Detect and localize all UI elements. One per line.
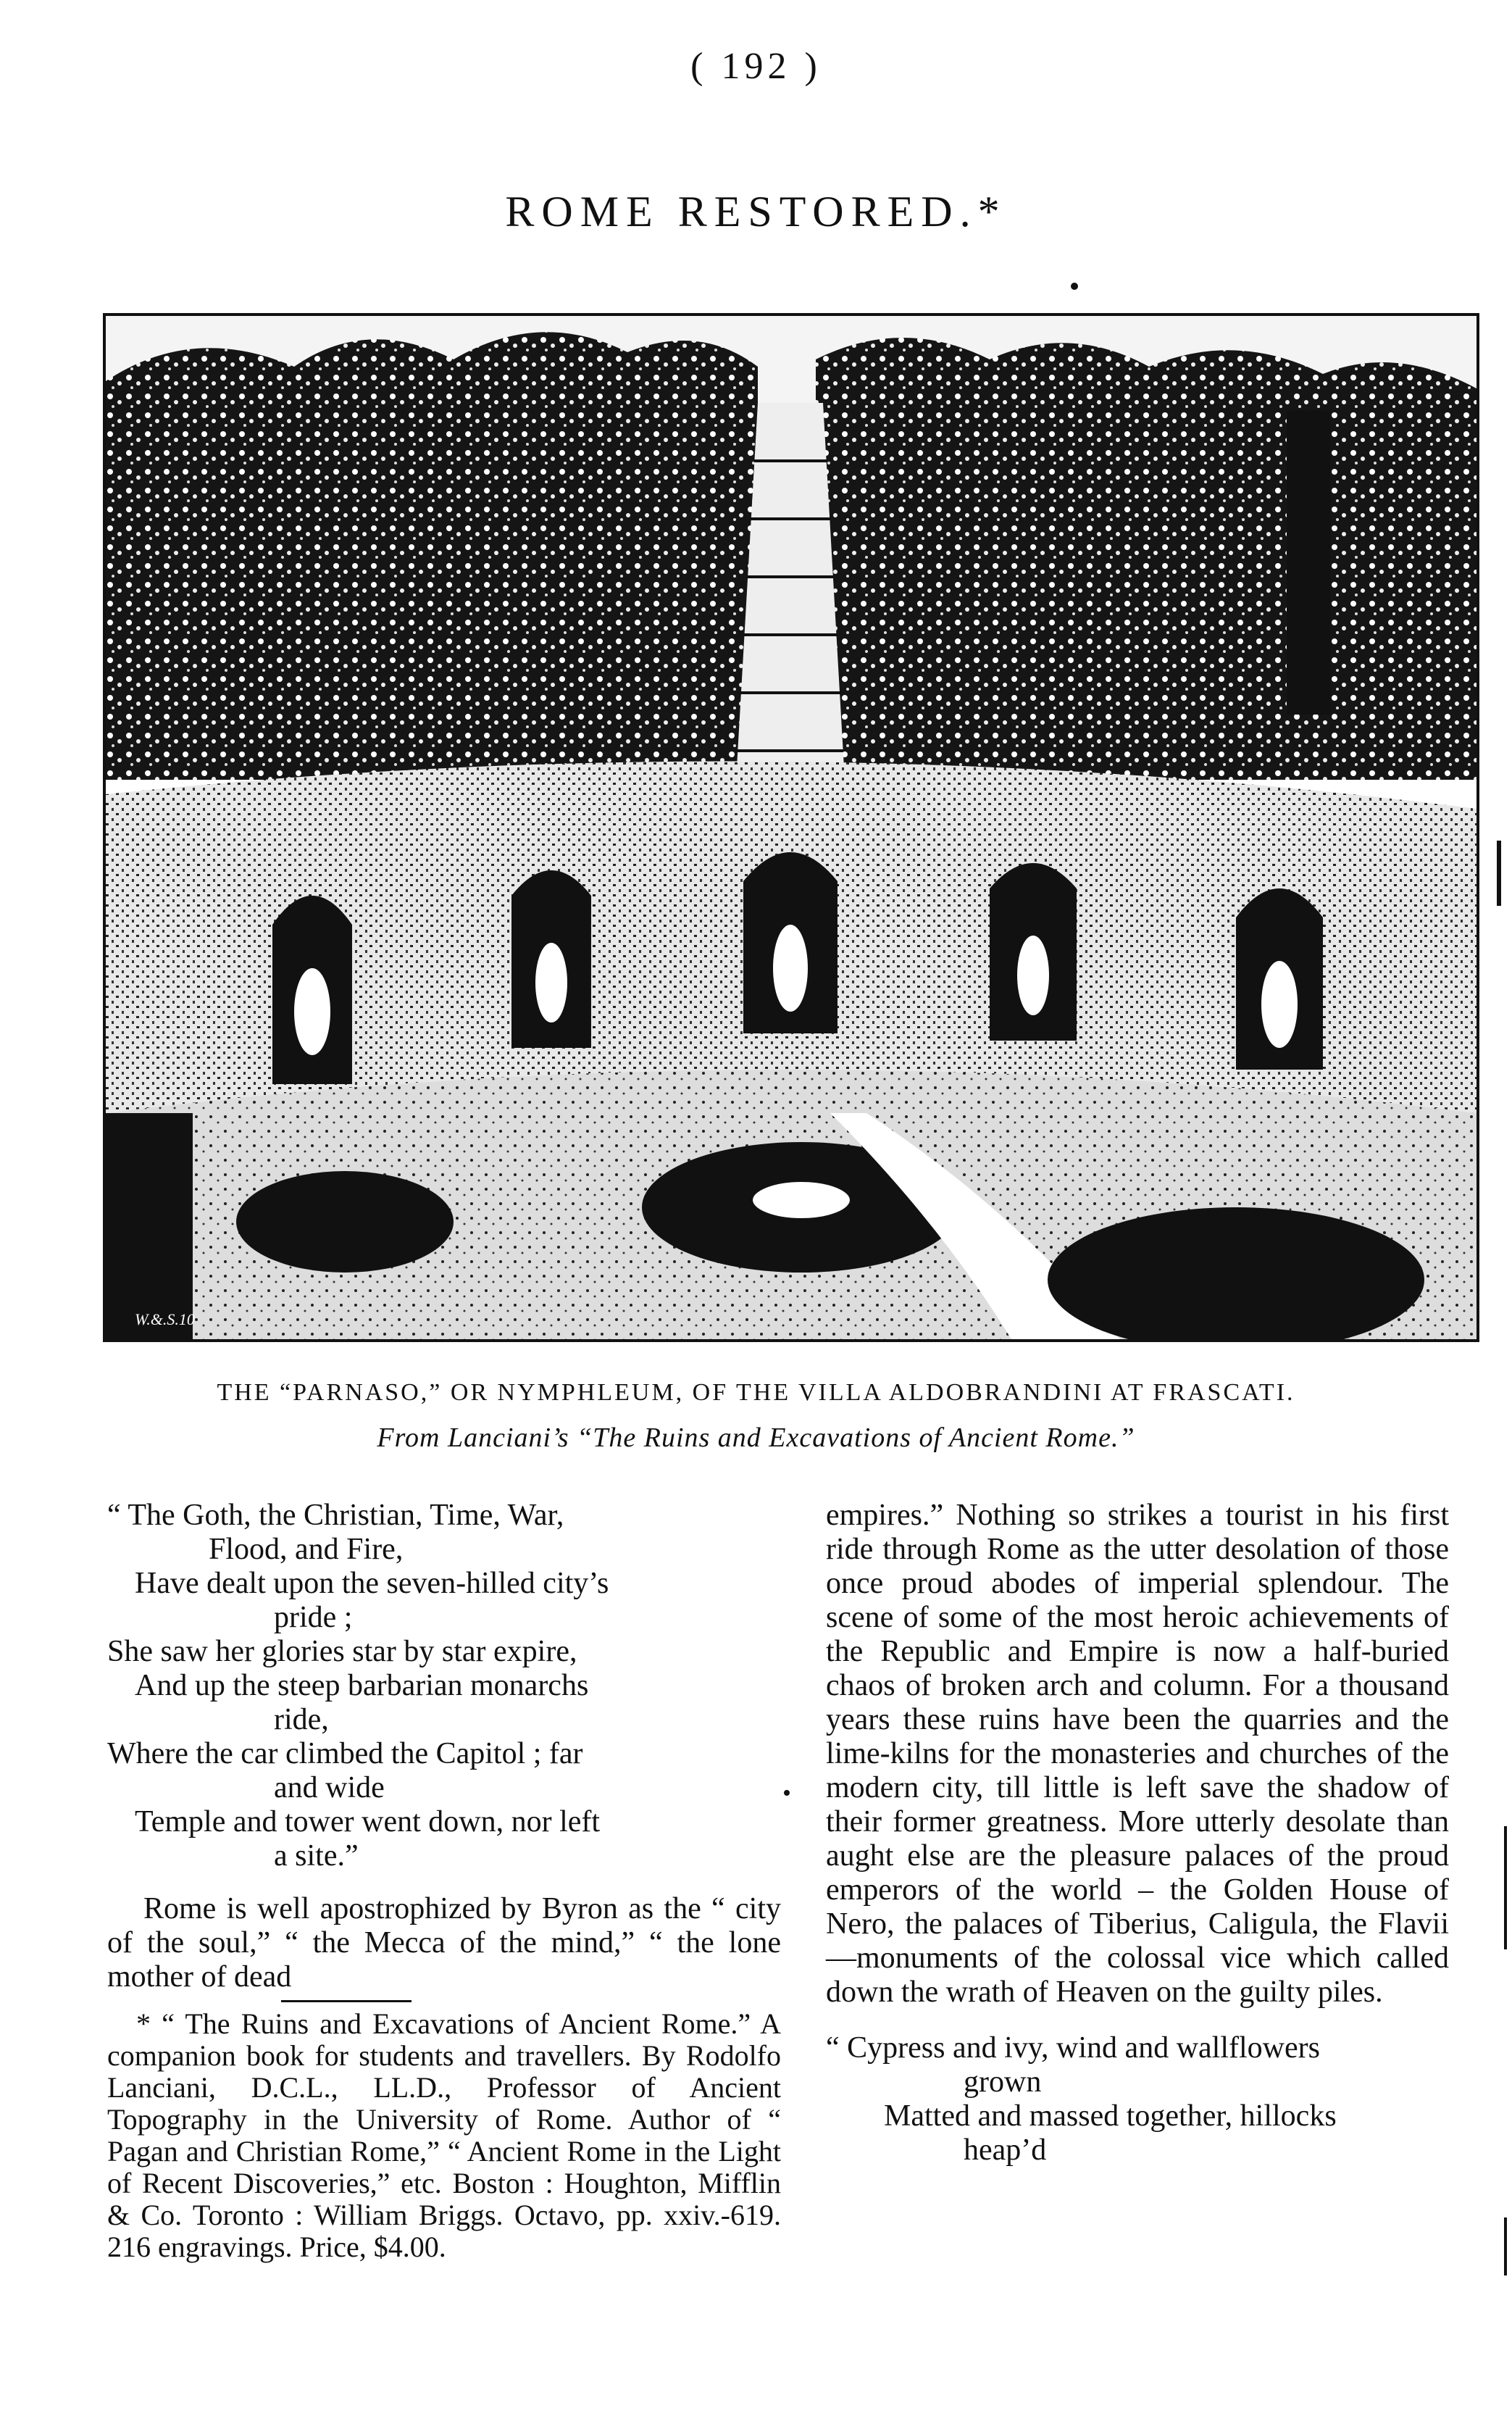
ink-speck (1071, 283, 1078, 290)
scan-edge-mark (1497, 841, 1501, 906)
scan-edge-mark (1504, 1826, 1507, 1949)
footnote: * “ The Ruins and Excavations of Ancient Rome.” A companion book for students and travellers. By Rodolfo Lanciani, D.C.L., LL.D., Professor of Ancient Topography in the University of Rome. Author of “ Pagan and Christian Rome,” “ Ancient Rome in the Light of Recent Discoveries,” etc. Boston : Houghton, Mifflin & Co. Toronto : William Briggs. Octavo, pp. xxiv.-619. 216 engravings. Price, $4.00. (107, 2007, 781, 2263)
engraving-illustration (106, 316, 1477, 1339)
body-paragraph: empires.” Nothing so strikes a tourist in his first ride through Rome as the utter desolation of those once proud abodes of imperial splendour. The scene of some of the most heroic achievements of the Republic and Empire is now a half-buried chaos of broken arch and column. For a thousand years these ruins have been the quarries and the lime-kilns for the monasteries and churches of the modern city, till little is left save the shadow of their former greatness. More utterly desolate than aught else are the pleasure palaces of the proud emperors of the world – the Golden House of Nero, the palaces of Tiberius, Caligula, the Flavii—monuments of the colossal vice which called down the wrath of Heaven on the guilty piles. (826, 1499, 1449, 2009)
page-number: ( 192 ) (690, 46, 822, 87)
verse-line: Have dealt upon the seven-hilled city’s (135, 1567, 609, 1600)
verse-line: Temple and tower went down, nor left (135, 1805, 601, 1838)
verse-line: And up the steep barbarian monarchs (135, 1669, 589, 1702)
byron-verse (107, 1499, 781, 1873)
verse-line: pride ; (274, 1601, 353, 1634)
closing-verse (826, 2031, 1449, 2167)
body-paragraph: Rome is well apostrophized by Byron as the “ city of the soul,” “ the Mecca of the mind,” “ the lone mother of dead (107, 1892, 781, 1994)
scan-edge-mark (1504, 2217, 1507, 2275)
nymphaeum-engraving (103, 313, 1479, 1342)
left-column (107, 1499, 781, 2263)
figure-credit: From Lanciani’s “The Ruins and Excavations of Ancient Rome.” (377, 1423, 1135, 1453)
verse-line: Where the car climbed the Capitol ; far (107, 1737, 583, 1770)
verse-line: “ Cypress and ivy, wind and wallflowers (826, 2031, 1320, 2065)
verse-line: “ The Goth, the Christian, Time, War, (107, 1499, 564, 1532)
footnote-rule (281, 2000, 412, 2002)
verse-line: She saw her glories star by star expire, (107, 1635, 577, 1668)
verse-line: heap’d (964, 2133, 1047, 2167)
verse-line: grown (964, 2065, 1042, 2099)
engraver-signature: W.&.S.10 (135, 1310, 195, 1328)
figure-caption: THE “PARNASO,” OR NYMPHLEUM, OF THE VILLA ALDOBRANDINI AT FRASCATI. (217, 1379, 1295, 1406)
right-column (826, 1499, 1449, 2167)
ink-speck (784, 1790, 790, 1796)
verse-line: ride, (274, 1703, 329, 1736)
verse-line: a site.” (274, 1839, 359, 1873)
verse-line: Matted and massed together, hillocks (884, 2099, 1337, 2133)
verse-line: Flood, and Fire, (209, 1533, 404, 1566)
verse-line: and wide (274, 1771, 385, 1804)
article-title: ROME RESTORED.* (505, 188, 1007, 236)
